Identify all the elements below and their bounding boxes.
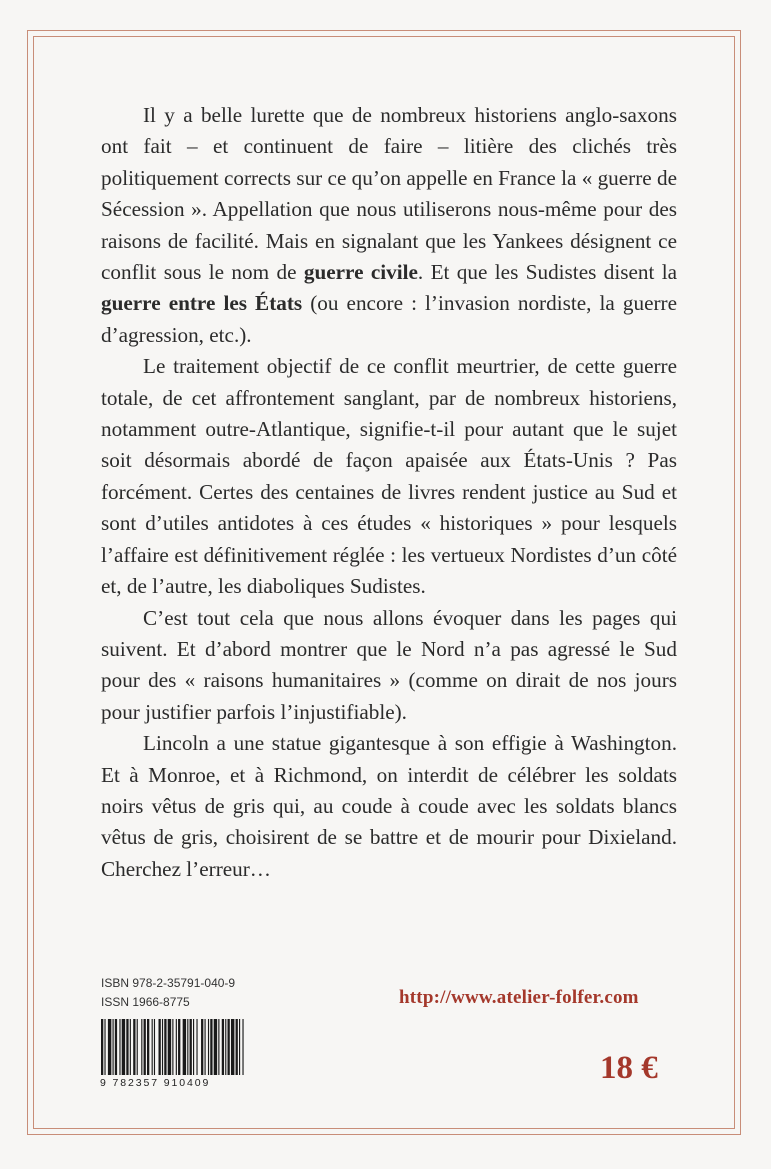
barcode-bar — [190, 1019, 192, 1075]
barcode-bar — [214, 1019, 217, 1075]
barcode-digits: 9 782357 910409 — [100, 1077, 211, 1089]
barcode-bar — [126, 1019, 128, 1075]
barcode-bar — [137, 1019, 138, 1075]
barcode-bar — [231, 1019, 234, 1075]
text-run: C’est tout cela que nous allons évoquer dans les pages qui suivent. Et d’abord montrer que le Nord n’a pas agressé le Sud pour des « raisons humanitaires » (comme on dirait de nos jours pour justifier parfois l’injustifiable). — [101, 605, 677, 724]
paragraph-4 — [101, 728, 677, 885]
barcode-bar — [208, 1019, 209, 1075]
isbn-number: ISBN 978-2-35791-040-9 — [101, 976, 236, 990]
barcode-bar — [225, 1019, 226, 1075]
text-run: Il y a belle lurette que de nombreux historiens anglo-saxons ont fait – et continuent de faire – litière des clichés très politiquement corrects sur ce qu’on appelle en France la « guerre de Sécession ». Appellation que nous utiliserons nous-même pour des raisons de facilité. Mais en signalant que les Yankees désignent ce conflit sous le nom de — [101, 103, 677, 285]
barcode-bar — [222, 1019, 224, 1075]
barcode-bar — [210, 1019, 212, 1075]
barcode-bar — [228, 1019, 230, 1075]
barcode-bar — [239, 1019, 240, 1075]
isbn-block — [101, 974, 235, 1012]
barcode-bar — [101, 1019, 103, 1075]
issn-number: ISSN 1966-8775 — [101, 995, 190, 1009]
barcode-bar — [162, 1019, 163, 1075]
text-run: (ou encore : l’invasion nordiste, la guerre d’agression, etc.). — [101, 291, 677, 347]
barcode-bar — [152, 1019, 153, 1075]
barcode-bar — [242, 1019, 243, 1075]
bold-term: guerre civile — [303, 260, 418, 285]
barcode-bar — [113, 1019, 114, 1075]
barcode-bar — [205, 1019, 206, 1075]
barcode-bar — [164, 1019, 166, 1075]
barcode-bar — [133, 1019, 135, 1075]
barcode-bar — [168, 1019, 171, 1075]
barcode-bar — [187, 1019, 188, 1075]
barcode-bar — [176, 1019, 177, 1075]
barcode-bar — [196, 1019, 197, 1075]
barcode-bar — [104, 1019, 105, 1075]
barcode — [101, 1019, 293, 1075]
barcode-bar — [108, 1019, 111, 1075]
price-label: 18 € — [600, 1050, 658, 1086]
barcode-bar — [122, 1019, 125, 1075]
barcode-bar — [144, 1019, 146, 1075]
barcode-bar — [172, 1019, 173, 1075]
text-run: Le traitement objectif de ce conflit meurtrier, de cette guerre totale, de cet affrontement sanglant, par de nombreux historiens, notamment outre-Atlantique, signifie-t-il pour autant que le sujet soit désormais abordé de façon apaisée aux États-Unis ? Pas forcément. Certes des centaines de livres rendent justice au Sud et sont d’utiles antidotes à ces études « historiques » pour lesquels l’affaire est définitivement réglée : les vertueux Nordistes d’un côté et, de l’autre, les diaboliques Sudistes. — [101, 354, 677, 599]
bold-term: guerre entre les États — [101, 291, 303, 316]
barcode-bar — [183, 1019, 186, 1075]
barcode-bar — [141, 1019, 142, 1075]
paragraph-3 — [101, 603, 677, 729]
paragraph-1 — [101, 100, 677, 351]
text-run: Lincoln a une statue gigantesque à son effigie à Washington. Et à Monroe, et à Richmond, on interdit de célébrer les soldats noirs vêtus de gris qui, au coude à coude avec les soldats blancs vêtus de gris, choisirent de se battre et de mourir pour Dixieland. Cherchez l’erreur… — [101, 731, 677, 881]
barcode-bar — [115, 1019, 117, 1075]
publisher-website: http://www.atelier-folfer.com — [399, 987, 639, 1008]
blurb-text — [101, 100, 677, 885]
barcode-bar — [130, 1019, 131, 1075]
barcode-bar — [154, 1019, 155, 1075]
text-run: . Et que les Sudistes disent la — [417, 260, 678, 285]
barcode-bar — [178, 1019, 180, 1075]
barcode-bar — [193, 1019, 194, 1075]
barcode-bar — [236, 1019, 238, 1075]
barcode-bar — [159, 1019, 161, 1075]
barcode-bar — [147, 1019, 149, 1075]
barcode-bar — [201, 1019, 203, 1075]
barcode-bar — [119, 1019, 120, 1075]
paragraph-2 — [101, 351, 677, 602]
barcode-bar — [218, 1019, 219, 1075]
